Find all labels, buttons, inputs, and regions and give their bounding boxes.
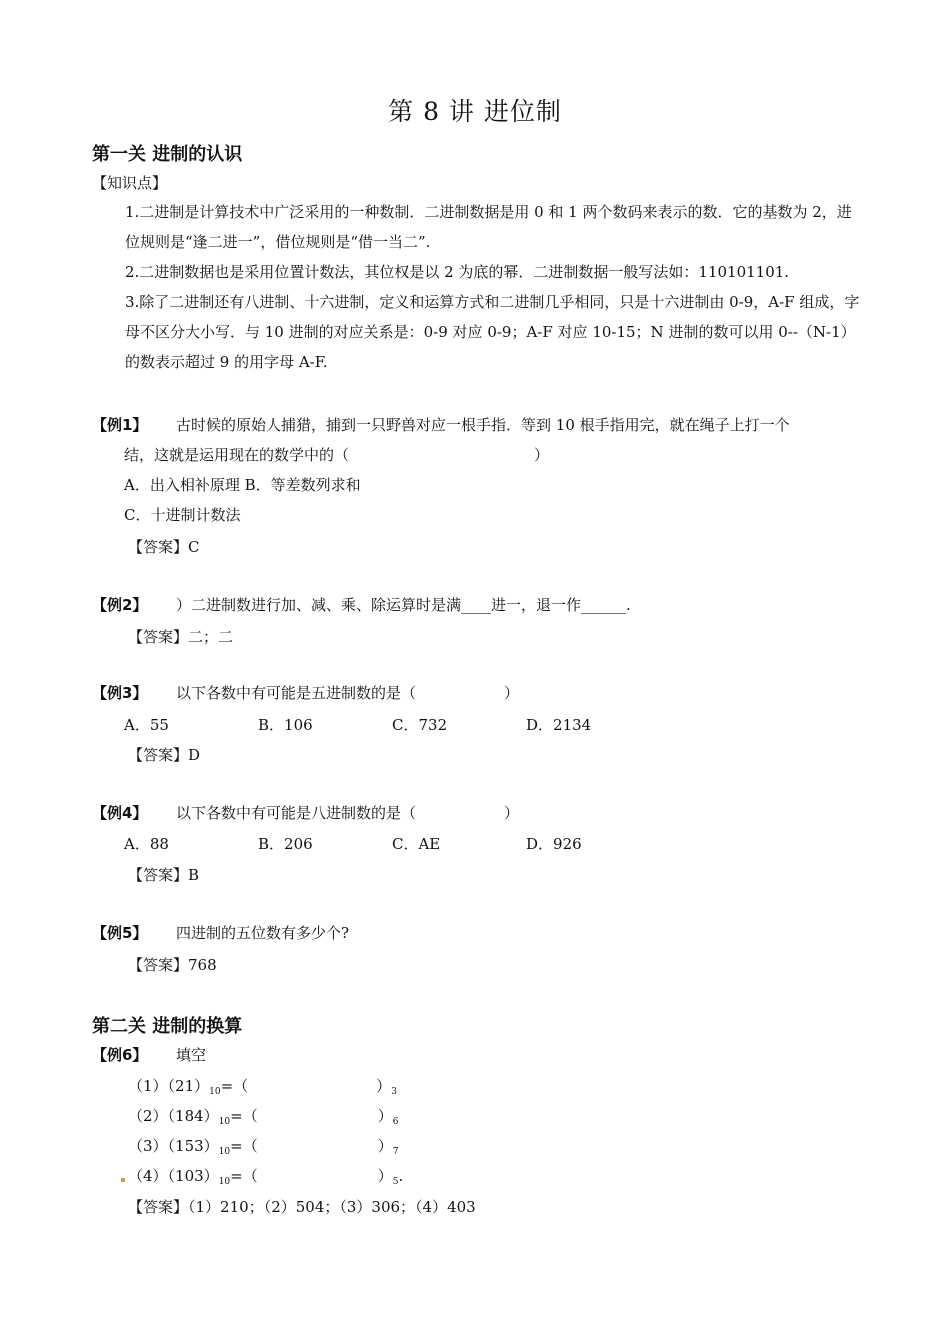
knowledge-label: 【知识点】 xyxy=(92,174,168,192)
example-4-answer: 【答案】B xyxy=(128,866,200,884)
example-5-label: 【例5】 xyxy=(92,924,148,942)
knowledge-point-1: 1.二进制是计算技术中广泛采用的一种数制．二进制数据是用 0 和 1 两个数码来表示的数．它的基数为 2，进位规则是“逢二进一”，借位规则是“借一当二”. xyxy=(125,203,852,251)
example-6-item-2: $(2)(184)_{10}=$（ ）$_6$ xyxy=(128,1107,399,1127)
page-title: 第 8 讲 进位制 xyxy=(388,97,562,126)
example-1-answer: 【答案】C xyxy=(128,538,200,556)
example-3-option-a: A．55 xyxy=(124,716,169,734)
example-3-label: 【例3】 xyxy=(92,684,148,702)
example-2-answer: 【答案】二；二 xyxy=(128,628,234,646)
knowledge-point-3: 3.除了二进制还有八进制、十六进制，定义和运算方式和二进制几乎相同，只是十六进制由 0-9，A-F 组成，字母不区分大小写．与 10 进制的对应关系是：0-9 对应 0-9；A-F 对应 10-15；N 进制的数可以用 0--（N-1）的数表示超过 9 的用字母 A-F. xyxy=(125,293,860,371)
example-5-question: 四进制的五位数有多少个? xyxy=(176,924,350,942)
example-1-label: 【例1】 xyxy=(92,416,148,434)
example-1-question-line1: 古时候的原始人捕猎，捕到一只野兽对应一根手指．等到 10 根手指用完，就在绳子上打一个 xyxy=(176,416,790,434)
example-3-answer: 【答案】D xyxy=(128,746,201,764)
example-4-option-a: A．88 xyxy=(124,835,169,853)
example-1-question-line2: 结，这就是运用现在的数学中的（ ） xyxy=(124,446,550,464)
example-3-option-d: D．2134 xyxy=(526,716,592,734)
example-4-question: 以下各数中有可能是八进制数的是（ ） xyxy=(176,804,520,822)
example-3-question: 以下各数中有可能是五进制数的是（ ） xyxy=(176,684,520,702)
example-6-item-3: $(3)(153)_{10}=$（ ）$_7$ xyxy=(128,1137,399,1157)
example-4-option-b: B．206 xyxy=(258,835,313,853)
example-2-label: 【例2】 xyxy=(92,596,148,614)
section-heading-1: 第一关 进制的认识 xyxy=(92,144,243,165)
example-4-label: 【例4】 xyxy=(92,804,148,822)
example-6-item-4: $(4)(103)_{10}=$（ ）$_5$. xyxy=(128,1167,404,1187)
example-6-answer: 【答案】（1）210；（2）504；（3）306；（4）403 xyxy=(128,1198,476,1216)
example-3-option-b: B．106 xyxy=(258,716,313,734)
example-1-option-a-b: A．出入相补原理 B．等差数列求和 xyxy=(124,476,361,494)
section-heading-2: 第二关 进制的换算 xyxy=(92,1016,243,1037)
example-6-question: 填空 xyxy=(176,1046,207,1064)
example-1-option-c: C．十进制计数法 xyxy=(124,506,241,524)
marker-dot xyxy=(121,1178,125,1182)
example-4-option-c: C．AE xyxy=(392,835,441,853)
example-6-label: 【例6】 xyxy=(92,1046,148,1064)
example-2-question: ）二进制数进行加、减、乘、除运算时是满____进一，退一作______. xyxy=(176,596,631,614)
knowledge-point-2: 2.二进制数据也是采用位置计数法，其位权是以 2 为底的幂．二进制数据一般写法如：110101101. xyxy=(125,263,790,281)
example-4-option-d: D．926 xyxy=(526,835,582,853)
example-6-item-1: $(1)(21)_{10}=$（ ）$_3$ xyxy=(128,1077,397,1097)
example-3-option-c: C．732 xyxy=(392,716,448,734)
example-5-answer: 【答案】768 xyxy=(128,956,217,974)
